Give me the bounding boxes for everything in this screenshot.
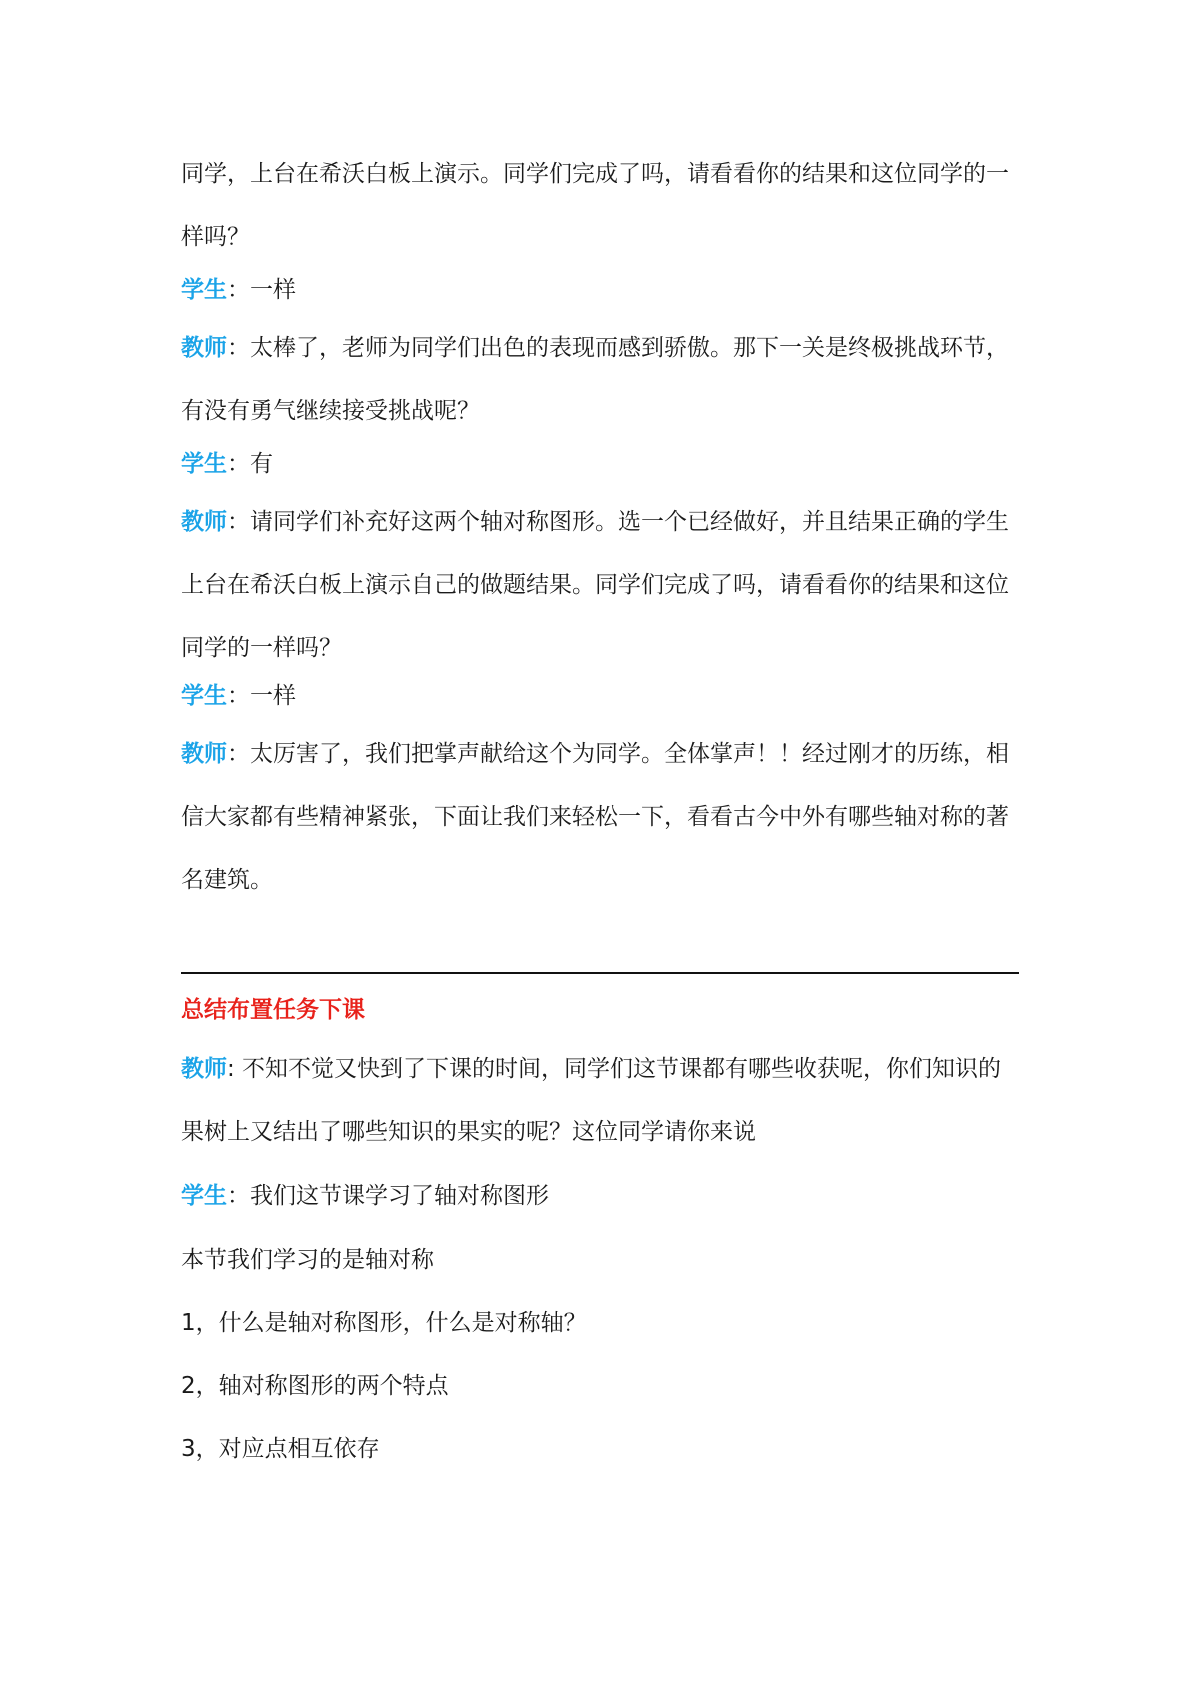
speaker-label-student: 学生 (181, 277, 227, 303)
paragraph-2 (181, 259, 1021, 322)
speaker-label-student: 学生 (181, 683, 227, 709)
list-item-text: 2，轴对称图形的两个特点 (181, 1373, 449, 1399)
speaker-label-teacher: 教师 (181, 335, 227, 361)
speaker-label-teacher: 教师 (181, 741, 227, 767)
speaker-label-student: 学生 (181, 451, 227, 477)
paragraph-5 (181, 491, 1021, 680)
summary-list-item-3 (181, 1418, 1021, 1481)
summary-list-item-2 (181, 1355, 1021, 1418)
paragraph-4 (181, 433, 1021, 496)
paragraph-text: ：请同学们补充好这两个轴对称图形。选一个已经做好，并且结果正确的学生上台在希沃白板上演示自己的做题结果。同学们完成了吗，请看看你的结果和这位同学的一样吗？ (181, 509, 1009, 661)
paragraph-text: ：一样 (227, 277, 296, 303)
paragraph-3 (181, 317, 1021, 443)
summary-paragraph-1 (181, 1038, 1021, 1164)
summary-list-item-1 (181, 1292, 1021, 1355)
paragraph-text: ：太棒了，老师为同学们出色的表现而感到骄傲。那下一关是终极挑战环节，有没有勇气继续接受挑战呢？ (181, 335, 1009, 424)
section-title: 总结布置任务下课 (181, 997, 365, 1023)
paragraph-text: 本节我们学习的是轴对称 (181, 1247, 434, 1273)
paragraph-text: ：我们这节课学习了轴对称图形 (227, 1183, 549, 1209)
paragraph-text: ：太厉害了，我们把掌声献给这个为同学。全体掌声！！经过刚才的历练，相信大家都有些精神紧张，下面让我们来轻松一下，看看古今中外有哪些轴对称的著名建筑。 (181, 741, 1009, 893)
summary-paragraph-3 (181, 1229, 1021, 1292)
speaker-label-teacher: 教师 (181, 509, 227, 535)
summary-paragraph-2 (181, 1165, 1021, 1228)
paragraph-7 (181, 723, 1021, 912)
list-item-text: 3，对应点相互依存 (181, 1436, 380, 1462)
paragraph-1 (181, 143, 1021, 269)
list-item-text: 1，什么是轴对称图形，什么是对称轴？ (181, 1310, 587, 1336)
speaker-label-student: 学生 (181, 1183, 227, 1209)
paragraph-text: ：有 (227, 451, 273, 477)
section-divider (181, 972, 1019, 974)
paragraph-text: ：一样 (227, 683, 296, 709)
speaker-label-teacher: 教师 (181, 1056, 227, 1082)
paragraph-text: 同学，上台在希沃白板上演示。同学们完成了吗，请看看你的结果和这位同学的一样吗？ (181, 161, 1009, 250)
paragraph-text: : 不知不觉又快到了下课的时间，同学们这节课都有哪些收获呢，你们知识的果树上又结出了哪些知识的果实的呢？这位同学请你来说 (181, 1056, 1002, 1145)
paragraph-6 (181, 665, 1021, 728)
